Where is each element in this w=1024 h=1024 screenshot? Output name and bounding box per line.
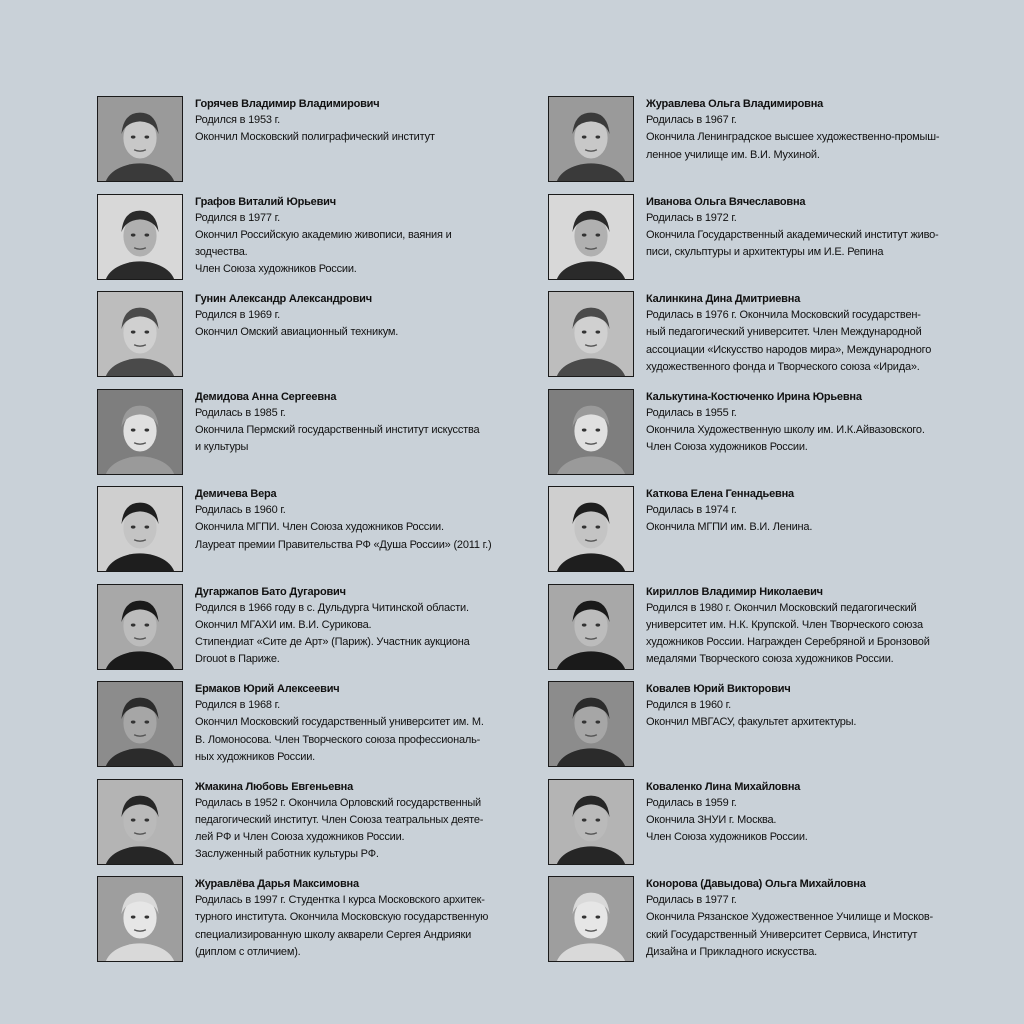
portrait-photo (548, 876, 634, 962)
bio-line: турного института. Окончила Московскую государственную (195, 911, 489, 924)
artist-name: Коваленко Лина Михайловна (646, 780, 801, 793)
bio-line: Родился в 1953 г. (195, 114, 280, 126)
bio-line: Окончила Ленинградское высшее художественно-промыш- (646, 131, 940, 144)
bio-line: ский Государственный Университет Сервиса, Институт (646, 928, 918, 941)
artist-entry (548, 96, 988, 194)
artist-entry (548, 584, 988, 682)
bio-line: Родилась в 1976 г. Окончила Московский государствен- (646, 309, 921, 321)
bio-line: Окончила ЗНУИ г. Москва. (646, 813, 777, 826)
bio-line: ных художников России. (195, 750, 316, 763)
bio-line: Родился в 1960 г. (646, 699, 731, 711)
bio-line: Родилась в 1960 г. (195, 504, 286, 516)
bio-line: художественного фонда и Творческого союза «Ирида». (646, 360, 920, 373)
portrait-photo (97, 779, 183, 865)
artist-name: Горячев Владимир Владимирович (195, 98, 380, 110)
portrait-photo (97, 486, 183, 572)
bio-line: Окончила Рязанское Художественное Училище и Москов- (646, 911, 933, 924)
artist-bio (195, 389, 535, 457)
portrait-photo (97, 584, 183, 670)
artist-name: Каткова Елена Геннадьевна (646, 488, 794, 500)
portrait-photo (97, 291, 183, 377)
portrait-photo (548, 584, 634, 670)
artist-name: Калинкина Дина Дмитриевна (646, 293, 801, 305)
bio-line: Член Союза художников России. (646, 441, 808, 454)
artist-entry (97, 779, 537, 877)
bio-line: зодчества. (195, 246, 248, 259)
artist-entry (97, 389, 537, 487)
artist-entry (548, 389, 988, 487)
artist-entry (97, 194, 537, 292)
bio-line: медалями Творческого союза художников России. (646, 653, 894, 666)
bio-line: Окончил Омский авиационный техникум. (195, 326, 399, 339)
artist-bio (646, 96, 986, 164)
artist-entry (548, 486, 988, 584)
artist-name: Журавлева Ольга Владимировна (646, 98, 824, 110)
portrait-photo (97, 194, 183, 280)
artist-bio (646, 486, 986, 537)
bio-line: Заслуженный работник культуры РФ. (195, 848, 379, 861)
artist-name: Гунин Александр Александрович (195, 293, 372, 305)
artist-entry (97, 584, 537, 682)
artist-entry (548, 194, 988, 292)
bio-line: Стипендиат «Сите де Арт» (Париж). Участник аукциона (195, 636, 470, 649)
artist-bio (195, 681, 535, 766)
bio-line: Окончил МГАХИ им. В.И. Сурикова. (195, 618, 372, 631)
bio-line: Родилась в 1997 г. Студентка I курса Московского архитек- (195, 894, 485, 906)
portrait-photo (548, 779, 634, 865)
portrait-photo (97, 876, 183, 962)
bio-line: ассоциации «Искусство народов мира», Международного (646, 343, 932, 356)
artist-entry (97, 96, 537, 194)
portrait-photo (97, 681, 183, 767)
portrait-photo (548, 681, 634, 767)
artist-bio (195, 584, 535, 669)
bio-line: Окончила МГПИ им. В.И. Ленина. (646, 521, 813, 534)
artist-name: Журавлёва Дарья Максимовна (195, 878, 359, 890)
bio-line: Родился в 1966 году в с. Дульдурга Читинской области. (195, 601, 469, 614)
bio-line: Окончила Государственный академический институт живо- (646, 228, 939, 241)
bio-line: Родилась в 1955 г. (646, 406, 737, 419)
artist-entry (97, 486, 537, 584)
artist-entry (97, 681, 537, 779)
bio-line: Окончил МВГАСУ, факультет архитектуры. (646, 716, 857, 729)
bio-line: Родилась в 1967 г. (646, 114, 737, 126)
artist-entry (97, 291, 537, 389)
portrait-photo (97, 96, 183, 182)
artist-name: Дугаржапов Бато Дугарович (195, 585, 346, 598)
bio-line: Родилась в 1959 г. (646, 796, 737, 809)
artist-name: Иванова Ольга Вячеславовна (646, 195, 806, 208)
right-column (548, 96, 988, 974)
artist-name: Демидова Анна Сергеевна (195, 390, 337, 403)
bio-line: Окончил Российскую академию живописи, ваяния и (195, 228, 452, 241)
artist-name: Конорова (Давыдова) Ольга Михайловна (646, 878, 866, 890)
bio-line: Родилась в 1972 г. (646, 211, 737, 224)
bio-line: Родилась в 1974 г. (646, 504, 737, 516)
bio-line: (диплом с отличием). (195, 945, 301, 958)
bio-line: Окончила Пермский государственный институт искусства (195, 423, 480, 436)
artist-entry (548, 681, 988, 779)
artist-bio (646, 389, 986, 457)
artist-bio (195, 779, 535, 864)
bio-line: Родилась в 1985 г. (195, 406, 286, 419)
artist-name: Графов Виталий Юрьевич (195, 195, 336, 208)
bio-line: художников России. Награжден Серебряной и Бронзовой (646, 636, 930, 649)
bio-line: университет им. Н.К. Крупской. Член Творческого союза (646, 618, 923, 631)
bio-line: Родился в 1980 г. Окончил Московский педагогический (646, 601, 917, 614)
artist-bio (195, 486, 535, 554)
artist-name: Кириллов Владимир Николаевич (646, 585, 823, 598)
bio-line: ный педагогический университет. Член Международной (646, 326, 922, 339)
artist-name: Ермаков Юрий Алексеевич (195, 683, 340, 695)
artist-name: Жмакина Любовь Евгеньевна (195, 780, 354, 793)
artist-bio (195, 96, 535, 147)
portrait-photo (548, 291, 634, 377)
artist-bio (195, 291, 535, 342)
bio-line: писи, скульптуры и архитектуры им И.Е. Репина (646, 246, 884, 259)
bio-line: Член Союза художников России. (646, 831, 808, 844)
artist-bio (646, 194, 986, 262)
portrait-photo (548, 486, 634, 572)
bio-line: Родилась в 1952 г. Окончила Орловский государственный (195, 796, 481, 809)
bio-line: Родилась в 1977 г. (646, 894, 737, 906)
artist-bio (195, 876, 535, 961)
bio-line: Родился в 1969 г. (195, 309, 280, 321)
artist-entry (548, 291, 988, 389)
left-column (97, 96, 537, 974)
portrait-photo (548, 194, 634, 280)
bio-line: специализированную школу акварели Сергея Андрияки (195, 928, 472, 941)
artist-bio (646, 681, 986, 732)
bio-line: Член Союза художников России. (195, 263, 357, 276)
artist-name: Демичева Вера (195, 488, 277, 500)
bio-line: Родился в 1968 г. (195, 699, 280, 711)
artist-bio (195, 194, 535, 279)
bio-line: В. Ломоносова. Член Творческого союза профессиональ- (195, 733, 481, 746)
artist-bio (646, 291, 986, 376)
bio-line: Окончила МГПИ. Член Союза художников России. (195, 521, 444, 534)
artist-bio (646, 876, 986, 961)
bio-line: Окончила Художественную школу им. И.К.Айвазовского. (646, 423, 925, 436)
artist-entry (97, 876, 537, 974)
bio-line: Лауреат премии Правительства РФ «Душа России» (2011 г.) (195, 538, 492, 551)
bio-line: лей РФ и Член Союза художников России. (195, 831, 405, 844)
bio-line: Дизайна и Прикладного искусства. (646, 945, 818, 958)
portrait-photo (548, 389, 634, 475)
artist-name: Калькутина-Костюченко Ирина Юрьевна (646, 390, 862, 403)
bio-line: ленное училище им. В.И. Мухиной. (646, 148, 820, 161)
bio-line: Drouot в Париже. (195, 653, 280, 666)
portrait-photo (548, 96, 634, 182)
bio-line: Окончил Московский полиграфический институт (195, 131, 435, 144)
artist-bio (646, 779, 986, 847)
bio-line: и культуры (195, 441, 249, 454)
artist-name: Ковалев Юрий Викторович (646, 683, 791, 695)
artist-entry (548, 876, 988, 974)
portrait-photo (97, 389, 183, 475)
bio-line: педагогический институт. Член Союза театральных деяте- (195, 813, 484, 826)
artist-entry (548, 779, 988, 877)
bio-line: Окончил Московский государственный университет им. М. (195, 716, 484, 729)
artist-bio (646, 584, 986, 669)
bio-line: Родился в 1977 г. (195, 211, 280, 224)
